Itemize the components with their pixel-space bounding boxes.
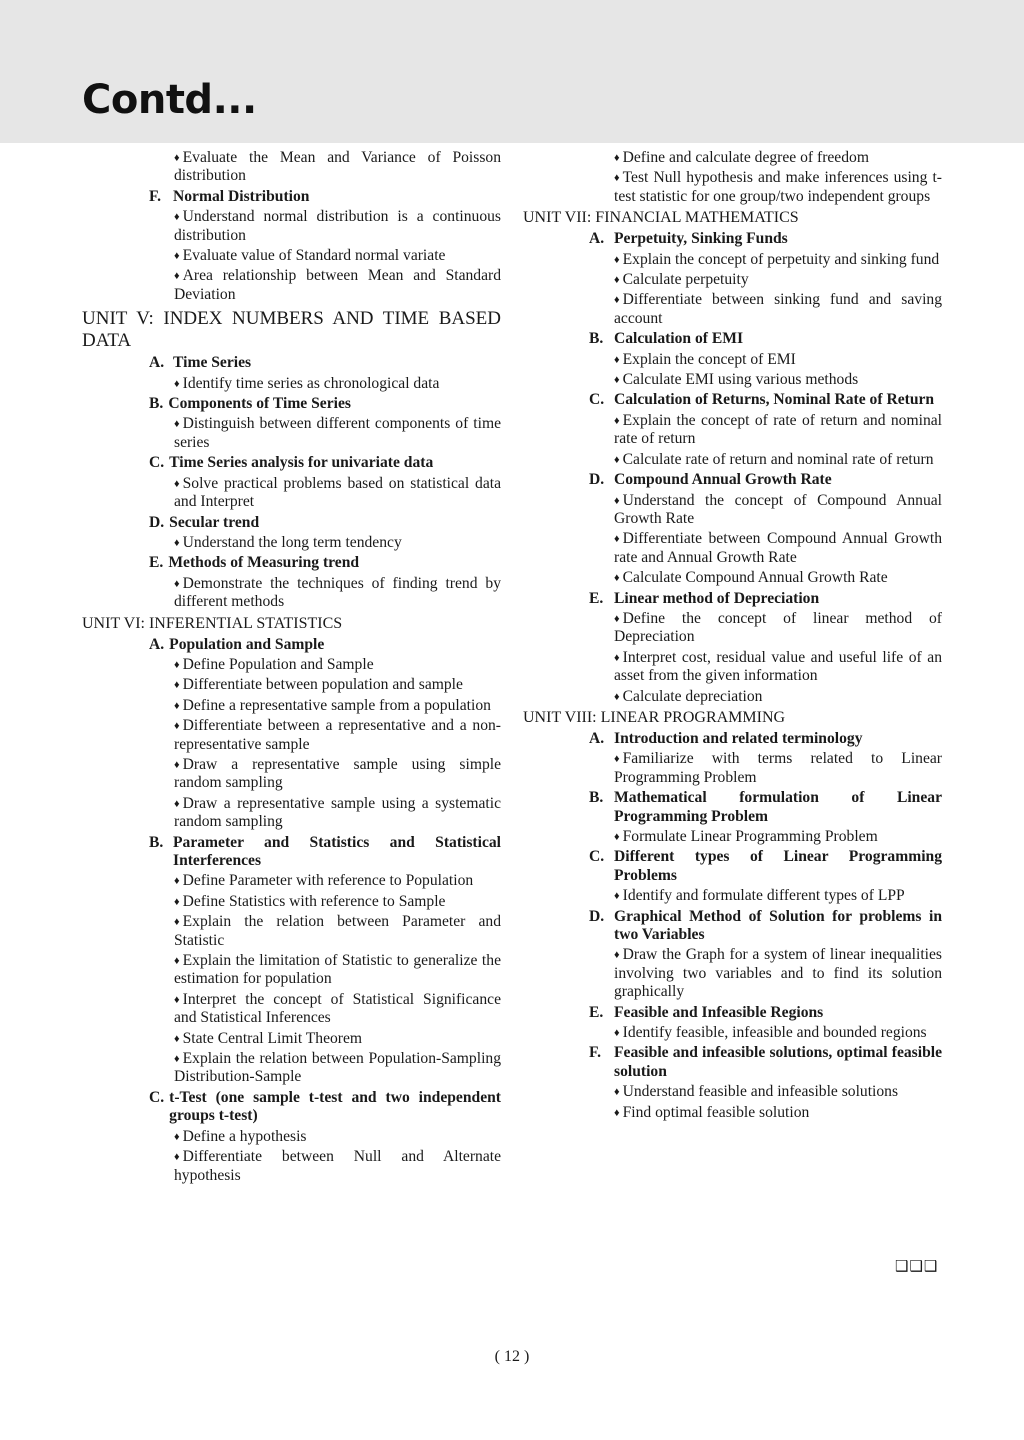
bullet-item: ♦ Explain the limitation of Statistic to generalize the estimation for population (174, 952, 501, 988)
bullet-item: ♦ Calculate rate of return and nominal rate of return (614, 450, 934, 468)
section-heading: B. Calculation of EMI (589, 330, 744, 348)
bullet-item: ♦ Explain the relation between Population-Sampling Distribution-Sample (174, 1050, 501, 1086)
bullet-item: ♦ Draw the Graph for a system of linear inequalities involving two variables and to find its solution graphically (614, 946, 942, 1001)
bullet-item: ♦ State Central Limit Theorem (174, 1029, 363, 1047)
diamond-bullet-icon: ♦ (614, 172, 620, 185)
diamond-bullet-icon: ♦ (614, 572, 620, 585)
diamond-bullet-icon: ♦ (174, 270, 180, 283)
diamond-bullet-icon: ♦ (174, 916, 180, 929)
section-heading: C. Different types of Linear Programming Problems (589, 848, 942, 884)
diamond-bullet-icon: ♦ (174, 1151, 180, 1164)
diamond-bullet-icon: ♦ (174, 152, 180, 164)
bullet-item: ♦ Explain the relation between Parameter and Statistic (174, 913, 501, 949)
diamond-bullet-icon: ♦ (614, 949, 620, 962)
section-heading: E. Methods of Measuring trend (149, 554, 360, 572)
bullet-item: ♦ Familiarize with terms related to Linear Programming Problem (614, 750, 942, 786)
diamond-bullet-icon: ♦ (174, 577, 180, 590)
section-heading: D. Compound Annual Growth Rate (589, 471, 832, 489)
end-of-section-marks: ❑❑❑ (895, 1257, 939, 1275)
diamond-bullet-icon: ♦ (614, 1106, 620, 1119)
diamond-bullet-icon: ♦ (614, 753, 620, 766)
page-title: Contd... (82, 77, 257, 123)
bullet-item: ♦ Find optimal feasible solution (614, 1103, 810, 1121)
bullet-item: ♦ Draw a representative sample using simple random sampling (174, 755, 501, 792)
bullet-item: ♦ Calculate depreciation (614, 687, 763, 705)
bullet-item: ♦ Identify feasible, infeasible and bounded regions (614, 1024, 927, 1042)
unit-heading: UNIT VII: FINANCIAL MATHEMATICS (523, 209, 799, 227)
bullet-item: ♦ Evaluate value of Standard normal variate (174, 247, 446, 265)
bullet-item: ♦ Define a representative sample from a population (174, 696, 491, 714)
bullet-item: ♦ Define the concept of linear method of Depreciation (614, 609, 942, 646)
diamond-bullet-icon: ♦ (174, 1032, 180, 1045)
bullet-item: ♦ Evaluate the Mean and Variance of Poisson distribution (174, 149, 501, 185)
bullet-item: ♦ Calculate perpetuity (614, 271, 749, 289)
bullet-item: ♦ Differentiate between sinking fund and saving account (614, 291, 942, 327)
diamond-bullet-icon: ♦ (174, 211, 180, 224)
section-heading: C. Calculation of Returns, Nominal Rate of Return (589, 391, 935, 409)
section-heading: A. Introduction and related terminology (589, 729, 863, 747)
diamond-bullet-icon: ♦ (614, 890, 620, 903)
bullet-item: ♦ Understand feasible and infeasible solutions (614, 1083, 899, 1101)
bullet-item: ♦ Identify and formulate different types of LPP (614, 887, 905, 905)
diamond-bullet-icon: ♦ (174, 720, 180, 733)
section-heading: F. Feasible and infeasible solutions, optimal feasible solution (589, 1044, 942, 1080)
diamond-bullet-icon: ♦ (614, 414, 620, 427)
section-heading: C. Time Series analysis for univariate data (149, 454, 434, 472)
diamond-bullet-icon: ♦ (614, 453, 620, 466)
diamond-bullet-icon: ♦ (174, 679, 180, 692)
bullet-item: ♦ Calculate EMI using various methods (614, 371, 859, 389)
section-heading: D. Secular trend (149, 513, 260, 531)
section-heading: E. Feasible and Infeasible Regions (589, 1003, 824, 1021)
diamond-bullet-icon: ♦ (174, 250, 180, 263)
section-heading: E. Linear method of Depreciation (589, 589, 820, 607)
section-heading: B. Components of Time Series (149, 395, 351, 413)
diamond-bullet-icon: ♦ (614, 152, 620, 164)
diamond-bullet-icon: ♦ (174, 955, 180, 968)
section-heading: B. Parameter and Statistics and Statistical Interferences (149, 833, 501, 869)
section-heading: B. Mathematical formulation of Linear Programming Problem (589, 789, 942, 825)
bullet-item: ♦ Draw a representative sample using a systematic random sampling (174, 794, 501, 831)
diamond-bullet-icon: ♦ (174, 797, 180, 810)
diamond-bullet-icon: ♦ (614, 274, 620, 287)
diamond-bullet-icon: ♦ (614, 494, 620, 507)
bullet-item: ♦ Define Statistics with reference to Sample (174, 892, 446, 910)
right-column (523, 147, 942, 1124)
diamond-bullet-icon: ♦ (614, 1086, 620, 1099)
diamond-bullet-icon: ♦ (614, 1027, 620, 1040)
section-heading: A. Perpetuity, Sinking Funds (589, 230, 788, 248)
diamond-bullet-icon: ♦ (174, 418, 180, 431)
unit-heading: UNIT V: INDEX NUMBERS AND TIME BASED DATA (82, 308, 501, 352)
bullet-item: ♦ Calculate Compound Annual Growth Rate (614, 569, 888, 587)
diamond-bullet-icon: ♦ (614, 253, 620, 266)
bullet-item: ♦ Define Population and Sample (174, 655, 374, 673)
bullet-item: ♦ Formulate Linear Programming Problem (614, 828, 878, 845)
diamond-bullet-icon: ♦ (174, 993, 180, 1006)
diamond-bullet-icon: ♦ (174, 1053, 180, 1066)
diamond-bullet-icon: ♦ (614, 294, 620, 307)
bullet-item: ♦ Interpret cost, residual value and useful life of an asset from the given information (614, 648, 942, 685)
diamond-bullet-icon: ♦ (174, 895, 180, 908)
unit-heading: UNIT VIII: LINEAR PROGRAMMING (523, 708, 786, 726)
bullet-item: ♦ Demonstrate the techniques of finding trend by different methods (174, 574, 501, 611)
bullet-item: ♦ Distinguish between different components of time series (174, 415, 501, 451)
bullet-item: ♦ Understand normal distribution is a continuous distribution (174, 208, 501, 244)
bullet-item: ♦ Define Parameter with reference to Population (174, 872, 474, 890)
bullet-item: ♦ Differentiate between Compound Annual Growth rate and Annual Growth Rate (614, 530, 942, 566)
diamond-bullet-icon: ♦ (174, 1130, 180, 1143)
diamond-bullet-icon: ♦ (614, 651, 620, 664)
bullet-item: ♦ Solve practical problems based on statistical data and Interpret (174, 474, 501, 511)
left-column (82, 147, 501, 1187)
diamond-bullet-icon: ♦ (614, 374, 620, 387)
bullet-item: ♦ Interpret the concept of Statistical Significance and Statistical Inferences (174, 990, 501, 1027)
diamond-bullet-icon: ♦ (614, 612, 620, 625)
diamond-bullet-icon: ♦ (614, 690, 620, 703)
diamond-bullet-icon: ♦ (614, 831, 620, 843)
diamond-bullet-icon: ♦ (174, 658, 180, 671)
diamond-bullet-icon: ♦ (174, 477, 180, 490)
diamond-bullet-icon: ♦ (174, 699, 180, 712)
bullet-item: ♦ Understand the concept of Compound Annual Growth Rate (614, 491, 942, 527)
page-number: ( 12 ) (494, 1348, 530, 1365)
section-heading: D. Graphical Method of Solution for problems in two Variables (589, 907, 942, 944)
bullet-item: ♦ Differentiate between Null and Alternate hypothesis (174, 1148, 501, 1184)
bullet-item: ♦ Identify time series as chronological data (174, 374, 440, 392)
section-heading: A. Time Series (149, 354, 252, 372)
diamond-bullet-icon: ♦ (174, 875, 180, 888)
bullet-item: ♦ Explain the concept of rate of return and nominal rate of return (614, 411, 942, 448)
bullet-item: ♦ Understand the long term tendency (174, 533, 402, 551)
unit-heading: UNIT VI: INFERENTIAL STATISTICS (82, 614, 343, 632)
bullet-item: ♦ Explain the concept of perpetuity and sinking fund (614, 250, 940, 268)
section-heading: F. Normal Distribution (149, 187, 310, 205)
diamond-bullet-icon: ♦ (174, 377, 180, 390)
section-heading: C. t-Test (one sample t-test and two independent groups t-test) (149, 1088, 501, 1125)
bullet-item: ♦ Differentiate between population and sample (174, 676, 463, 694)
diamond-bullet-icon: ♦ (174, 536, 180, 549)
diamond-bullet-icon: ♦ (174, 758, 180, 771)
bullet-item: ♦ Define a hypothesis (174, 1127, 307, 1145)
bullet-item: ♦ Test Null hypothesis and make inferences using t-test statistic for one group/two independent groups (614, 169, 942, 205)
diamond-bullet-icon: ♦ (614, 353, 620, 366)
bullet-item: ♦ Explain the concept of EMI (614, 350, 796, 368)
bullet-item: ♦ Area relationship between Mean and Standard Deviation (174, 267, 501, 303)
section-heading: A. Population and Sample (149, 635, 325, 653)
bullet-item: ♦ Define and calculate degree of freedom (614, 149, 869, 166)
bullet-item: ♦ Differentiate between a representative and a non-representative sample (174, 717, 501, 753)
diamond-bullet-icon: ♦ (614, 533, 620, 546)
